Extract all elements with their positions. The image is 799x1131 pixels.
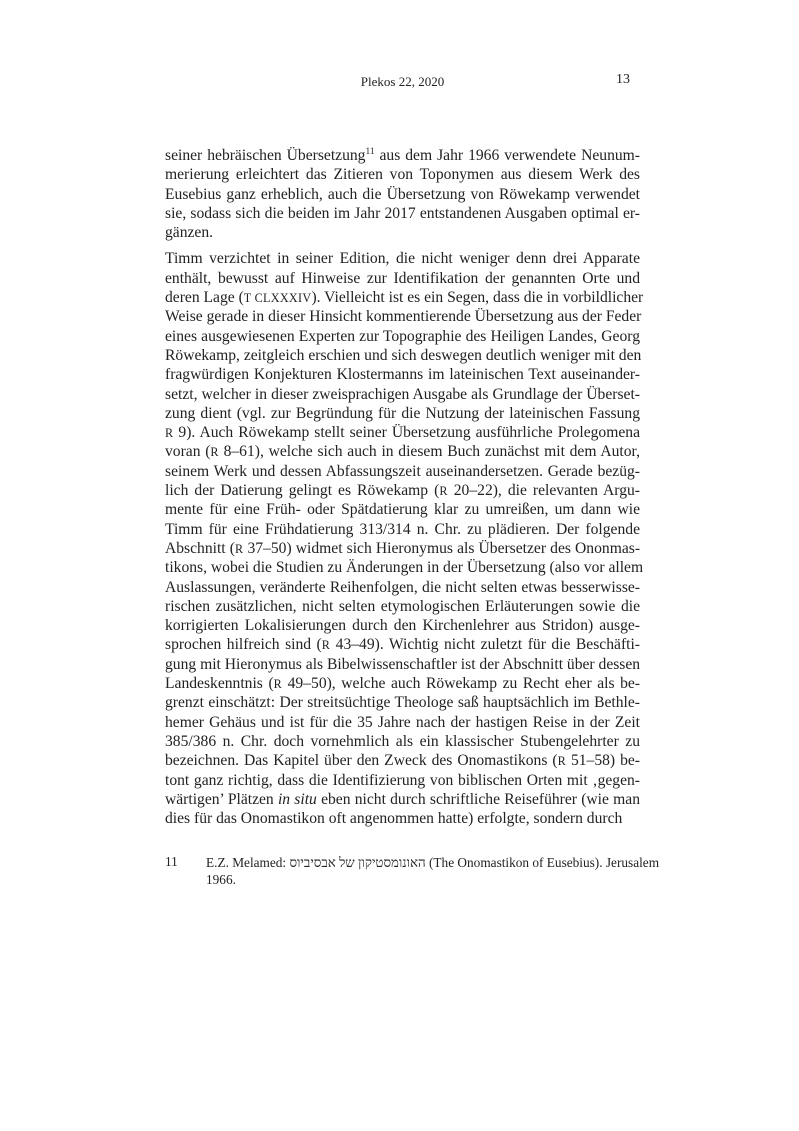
italic-text: in situ xyxy=(277,790,317,808)
text-line xyxy=(165,558,644,577)
text-line xyxy=(165,223,640,242)
text-line xyxy=(165,204,640,223)
text-line xyxy=(165,520,640,539)
text-line xyxy=(165,423,640,442)
text-line xyxy=(165,346,640,365)
text-run: gänzen. xyxy=(165,224,214,242)
running-header xyxy=(165,74,640,94)
text-run: Landeskenntnis ( xyxy=(165,675,274,693)
text-run: Röwekamp, zeitgleich erschien und sich deswegen deutlich weniger mit den xyxy=(165,346,642,364)
text-run: hemer Gehäus und ist für die 35 Jahre nach der hastigen Reise in der Zeit xyxy=(165,713,640,731)
text-run: 43–49). Wichtig nicht zuletzt für die Beschäfti- xyxy=(330,636,640,654)
text-run: korrigierten Lokalisierungen durch den Kirchenlehrer aus Stridon) ausge- xyxy=(165,617,640,635)
text-run: Eusebius ganz erheblich, auch die Übersetzung von Röwekamp verwendet xyxy=(165,185,640,203)
text-run: aus dem Jahr 1966 verwendete Neunum- xyxy=(374,147,640,164)
text-run: gung mit Hieronymus als Bibelwissenschaftler ist der Abschnitt über dessen xyxy=(165,655,641,673)
text-line xyxy=(165,249,640,268)
small-caps-ref: R xyxy=(165,426,174,441)
text-run: eben nicht durch schriftliche Reiseführer (wie man xyxy=(316,790,640,808)
text-line xyxy=(165,790,640,809)
text-run: 9). Auch Röwekamp stellt seiner Übersetzung ausführliche Prolegomena xyxy=(173,424,640,442)
text-line xyxy=(165,751,640,770)
text-line xyxy=(165,713,640,732)
text-line xyxy=(165,481,640,500)
text-run: 385/386 n. Chr. doch vornehmlich als ein klassischer Stubengelehrter zu xyxy=(165,732,640,750)
text-run: fragwürdigen Konjekturen Klostermanns im lateinischen Text auseinander- xyxy=(165,366,640,384)
text-run: grenzt einschätzt: Der streitsüchtige Theologe saß hauptsächlich im Bethle- xyxy=(165,694,640,712)
text-run: Weise gerade in dieser Hinsicht kommentierende Übersetzung aus der Feder xyxy=(165,308,642,326)
footnotes xyxy=(165,854,660,888)
text-line xyxy=(165,578,640,597)
text-run: tikons, wobei die Studien zu Änderungen in der Übersetzung (also vor allem xyxy=(165,559,644,577)
text-run: seinem Werk und dessen Abfassungszeit auseinandersetzen. Gerade bezüg- xyxy=(165,462,640,480)
text-line xyxy=(165,771,640,790)
journal-title: Plekos 22, 2020 xyxy=(360,74,445,89)
paragraph xyxy=(165,146,640,242)
text-run: rischen zusätzlichen, nicht selten etymologischen Erläuterungen sowie die xyxy=(165,597,640,615)
text-run: E.Z. Melamed: xyxy=(206,855,290,870)
text-run: 51–58) be- xyxy=(565,752,640,770)
text-line xyxy=(165,655,640,674)
text-run: mente für eine Früh- oder Spätdatierung klar zu umreißen, um dann wie xyxy=(165,501,640,519)
small-caps-ref: R xyxy=(210,445,219,460)
text-line xyxy=(165,146,640,165)
text-line xyxy=(165,327,640,346)
text-run: (The Onomastikon of Eusebius). Jerusalem xyxy=(425,855,660,870)
text-run: האונומסטיקון של אבסיביוס xyxy=(289,855,426,870)
text-line xyxy=(165,404,640,423)
text-run: zung dient (vgl. zur Begründung für die Nutzung der lateinischen Fassung xyxy=(165,404,640,422)
text-line xyxy=(165,635,640,654)
text-line xyxy=(165,500,640,519)
text-line xyxy=(165,385,640,404)
text-line xyxy=(165,539,640,558)
text-run: voran ( xyxy=(165,443,211,461)
footnote-marker[interactable]: 11 xyxy=(365,146,375,157)
text-run: lich der Datierung gelingt es Röwekamp ( xyxy=(165,482,440,500)
text-line xyxy=(165,165,640,184)
text-line xyxy=(165,732,640,751)
small-caps-ref: R xyxy=(234,541,244,556)
text-run: sprochen hilfreich sind ( xyxy=(165,636,322,654)
text-line xyxy=(165,693,640,712)
text-run: Timm für eine Frühdatierung 313/314 n. Chr. zu plädieren. Der folgende xyxy=(165,520,640,538)
text-run: 20–22), die relevanten Argu- xyxy=(447,482,640,500)
text-run: bezeichnen. Das Kapitel über den Zweck des Onomastikons ( xyxy=(165,752,558,770)
text-run: enthält, bewusst auf Hinweise zur Identifikation der genannten Orte und xyxy=(165,269,640,287)
text-line xyxy=(165,269,640,288)
text-run: dies für das Onomastikon oft angenommen hatte) erfolgte, sondern durch xyxy=(165,810,623,828)
small-caps-ref: R xyxy=(439,484,448,499)
text-line xyxy=(165,674,640,693)
text-run: seiner hebräischen Übersetzung xyxy=(165,147,366,164)
text-run: 49–50), welche auch Röwekamp zu Recht eher als be- xyxy=(282,675,641,693)
body-text xyxy=(165,146,644,828)
text-line xyxy=(165,288,644,307)
text-line xyxy=(206,871,640,888)
footnote-number: 11 xyxy=(165,854,178,869)
text-run: wärtigen’ Plätzen xyxy=(165,790,278,808)
text-line xyxy=(165,616,640,635)
text-line xyxy=(165,442,640,461)
text-line xyxy=(165,462,640,481)
small-caps-ref: T CLXXXIV xyxy=(243,291,312,306)
text-run: deren Lage ( xyxy=(165,289,244,307)
text-line xyxy=(165,809,640,828)
text-run: eines ausgewiesenen Experten zur Topographie des Heiligen Landes, Georg xyxy=(165,327,640,345)
text-run: 1966. xyxy=(206,872,236,887)
text-run: sie, sodass sich die beiden im Jahr 2017 entstandenen Ausgaben optimal er- xyxy=(165,204,640,222)
text-run: ). Vielleicht ist es ein Segen, dass die in vorbildlicher xyxy=(311,289,644,307)
text-line xyxy=(206,854,660,871)
text-line xyxy=(165,365,640,384)
text-run: tont ganz richtig, dass die Identifizierung von biblischen Orten mit ‚gegen- xyxy=(165,771,640,789)
paragraph xyxy=(165,249,644,828)
text-line xyxy=(165,185,640,204)
text-run: 8–61), welche sich auch in diesem Buch zunächst mit dem Autor, xyxy=(218,443,640,461)
page-number: 13 xyxy=(616,72,630,87)
text-line xyxy=(165,597,640,616)
text-run: setzt, welcher in dieser zweisprachigen Ausgabe als Grundlage der Überset- xyxy=(165,385,640,403)
text-run: 37–50) widmet sich Hieronymus als Übersetzer des Ononmas- xyxy=(243,539,641,557)
text-line xyxy=(165,307,640,326)
text-run: Timm verzichtet in seiner Edition, die nicht weniger denn drei Apparate xyxy=(165,250,640,268)
small-caps-ref: R xyxy=(557,754,566,769)
text-run: Abschnitt ( xyxy=(165,539,235,557)
small-caps-ref: R xyxy=(321,638,331,653)
text-run: merierung erleichtert das Zitieren von Toponymen aus diesem Werk des xyxy=(165,166,640,184)
small-caps-ref: R xyxy=(273,677,283,692)
footnote xyxy=(165,854,660,888)
text-run: Auslassungen, veränderte Reihenfolgen, die nicht selten etwas besserwisse- xyxy=(165,578,640,596)
